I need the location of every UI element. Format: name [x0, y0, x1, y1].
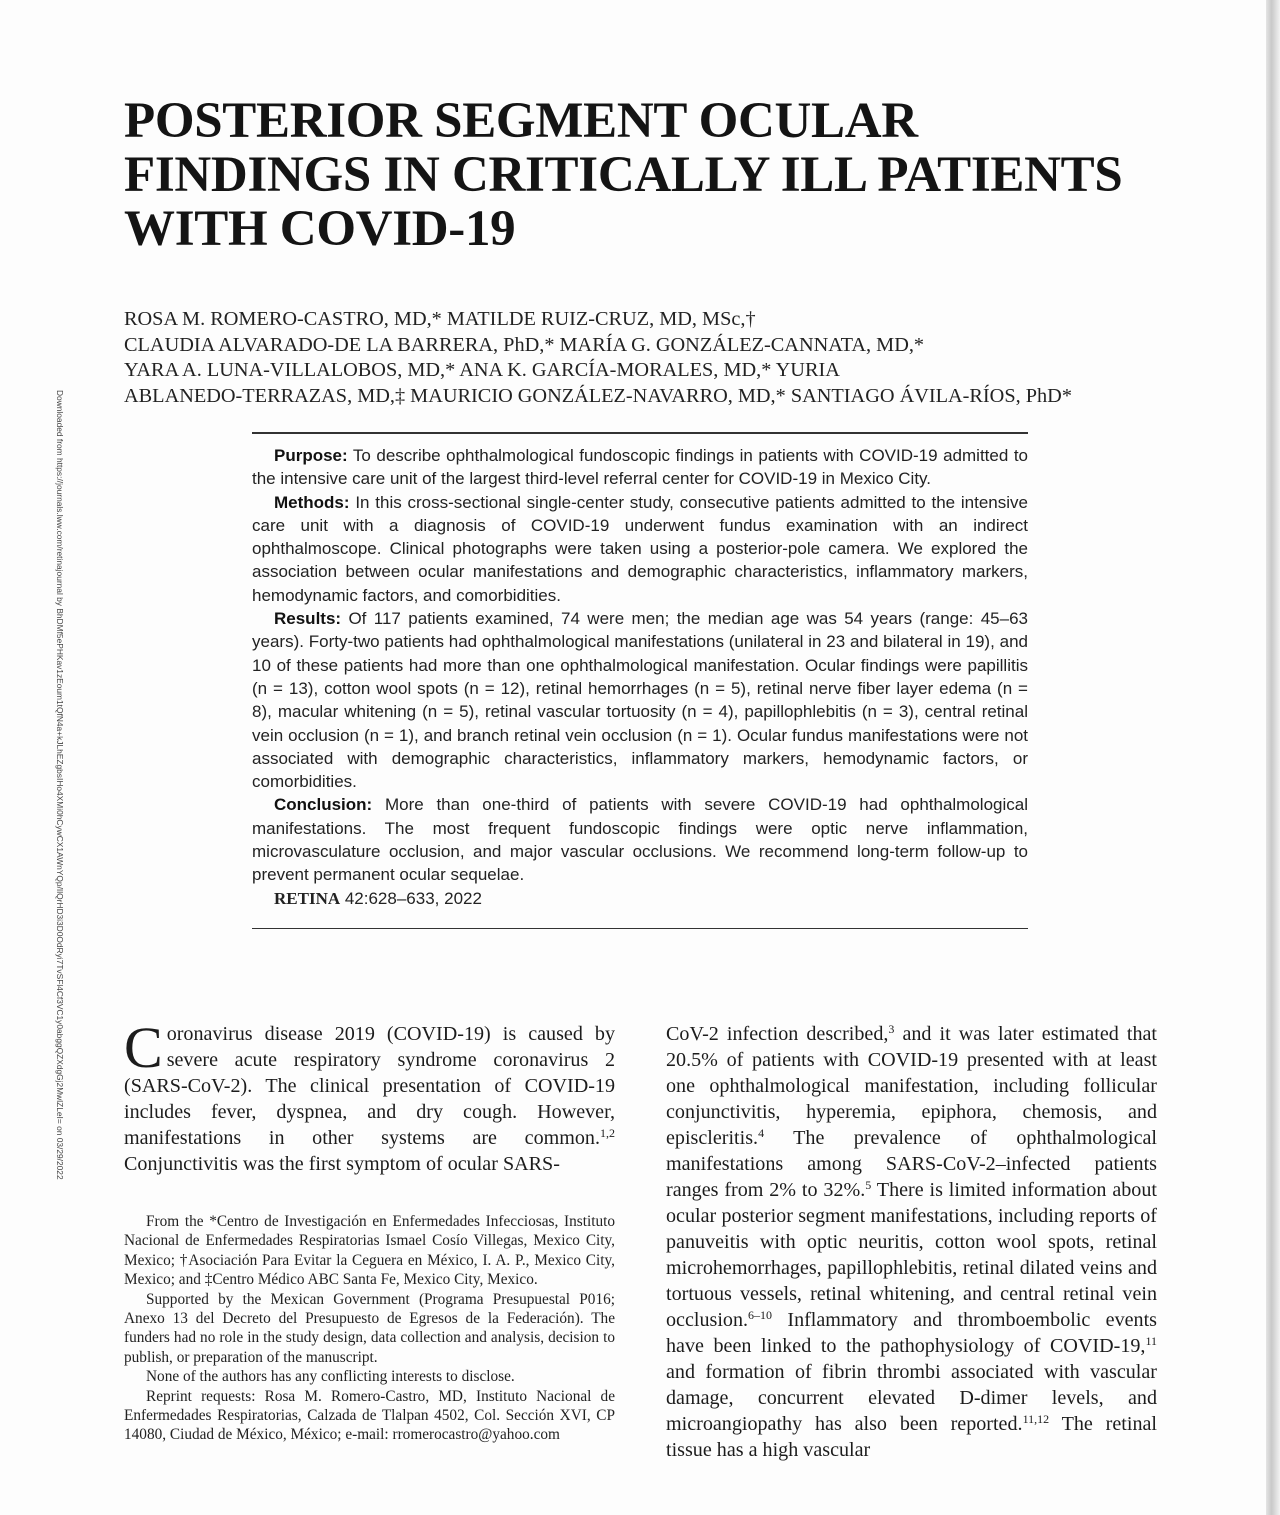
footnote-funding: Supported by the Mexican Government (Programa Presupuestal P016; Anexo 13 del Decreto del Presupuesto de Egresos de la Federación). The funders had no role in the study design, data collection and analysis, decision to publish, or preparation of the manuscript. — [124, 1290, 615, 1366]
footnote-conflicts: None of the authors has any conflicting interests to disclose. — [146, 1368, 515, 1386]
abstract-results — [252, 607, 1028, 793]
reference-11-12[interactable]: 11,12 — [1022, 1412, 1050, 1426]
footnote-reprint: Reprint requests: Rosa M. Romero-Castro, MD, Instituto Nacional de Enfermedades Respiratorias, Calzada de Tlalpan 4502, Col. Sección XVI, CP 14080, Ciudad de México, México; e-mail: rromerocastro@yahoo.com — [124, 1387, 615, 1444]
body-text-2: and it was later estimated that 20.5% of patients with COVID-19 presented with at least one ophthalmological manifestation, including follicular conjunctivitis, hyperemia, epiphora, chemosis, and episcleritis. — [666, 1023, 1157, 1149]
author-line-1: ROSA M. ROMERO-CASTRO, MD,* MATILDE RUIZ-CRUZ, MD, MSc,† — [124, 308, 756, 330]
purpose-label: Purpose: — [274, 446, 348, 465]
reference-3[interactable]: 3 — [888, 1022, 895, 1036]
methods-text: In this cross-sectional single-center study, consecutive patients admitted to the intensive care unit with a diagnosis of COVID-19 underwent fundus examination with an indirect ophthalmoscope. Clinical photographs were taken using a posterior-pole camera. We explored the association between ocular manifestations and demographic characteristics, inflammatory markers, hemodynamic factors, and comorbidities. — [252, 492, 1028, 605]
conclusion-text: More than one-third of patients with severe COVID-19 had ophthalmological manifestations. The most frequent fundoscopic findings were optic nerve inflammation, microvasculature occlusion, and major vascular occlusions. We recommend long-term follow-up to prevent permanent ocular sequelae. — [252, 795, 1028, 885]
body-text-6: and formation of fibrin thrombi associated with vascular damage, concurrent elevated D-dimer levels, and microangiopathy has also been reported. — [666, 1361, 1157, 1435]
footnote-affiliations: From the *Centro de Investigación en Enfermedades Infecciosas, Instituto Nacional de Enfermedades Respiratorias Ismael Cosío Villegas, Mexico City, Mexico; †Asociación Para Evitar la Ceguera en México, I. A. P., Mexico City, Mexico; and ‡Centro Médico ABC Santa Fe, Mexico City, Mexico. — [124, 1213, 615, 1289]
article-title — [124, 94, 1204, 256]
abstract-conclusion — [252, 793, 1028, 886]
intro-text-1: oronavirus disease 2019 (COVID-19) is caused by severe acute respiratory syndrome coronavirus 2 (SARS-CoV-2). The clinical presentation of COVID-19 includes fever, dyspnea, and dry cough. However, manifestations in other systems are common. — [124, 1023, 615, 1149]
intro-text-2: Conjunctivitis was the first symptom of ocular SARS- — [124, 1153, 560, 1175]
drop-cap: C — [124, 1015, 163, 1080]
reference-5[interactable]: 5 — [865, 1178, 872, 1192]
journal-name: RETINA — [274, 888, 341, 908]
reference-4[interactable]: 4 — [758, 1126, 765, 1140]
body-text-4: There is limited information about ocular posterior segment manifestations, including reports of panuveitis with optic neuritis, cotton wool spots, retinal microhemorrhages, papillophlebitis, retinal dilated veins and tortuous vessels, retinal whitening, and central retinal vein occlusion. — [666, 1179, 1157, 1331]
body-text-1: CoV-2 infection described, — [666, 1023, 889, 1045]
download-watermark: Downloaded from https://journals.lww.com/retinajournal by BhDMf5ePHKav1zEoum1tQfN4a+kJLhEZgbsIHo4XMi0hCywCX1AWnYQp/IlQrHD3i3D0OdRyi7TvSFl4Cf3VC1y0abggQZXdgGj2MwlZLeI= on 03/29/2022 — [55, 390, 65, 1180]
body-text-3: The prevalence of ophthalmological manifestations among SARS-CoV-2–infected patients ranges from 2% to 32%. — [666, 1127, 1157, 1201]
author-line-3: YARA A. LUNA-VILLALOBOS, MD,* ANA K. GARCÍA-MORALES, MD,* YURIA — [124, 359, 840, 381]
footnotes — [124, 1212, 615, 1445]
conclusion-label: Conclusion: — [274, 795, 373, 815]
body-text-5: Inflammatory and thromboembolic events have been linked to the pathophysiology of COVID-19, — [666, 1309, 1157, 1357]
reference-1-2[interactable]: 1,2 — [600, 1126, 615, 1140]
author-line-4: ABLANEDO-TERRAZAS, MD,‡ MAURICIO GONZÁLEZ-NAVARRO, MD,* SANTIAGO ÁVILA-RÍOS, PhD* — [124, 384, 1072, 407]
title-line-3: WITH COVID-19 — [124, 201, 516, 257]
methods-label: Methods: — [274, 492, 350, 512]
reference-6-10[interactable]: 6–10 — [748, 1308, 773, 1322]
body-column-right — [666, 1021, 1157, 1463]
body-text-7: The retinal tissue has a high vascular — [666, 1413, 1157, 1461]
citation-details: 42:628–633, 2022 — [340, 888, 482, 908]
title-line-1: POSTERIOR SEGMENT OCULAR — [124, 93, 918, 149]
abstract-box — [252, 432, 1028, 929]
results-label: Results: — [274, 609, 342, 629]
purpose-text: To describe ophthalmological fundoscopic findings in patients with COVID-19 admitted to the intensive care unit of the largest third-level referral center for COVID-19 in Mexico City. — [252, 446, 1028, 489]
results-text: Of 117 patients examined, 74 were men; the median age was 54 years (range: 45–63 years). Forty-two patients had ophthalmological manifestations (unilateral in 23 and bilateral in 19), and 10 of these patients had more than one ophthalmological manifestation. Ocular findings were papillitis (n = 13), cotton wool spots (n = 12), retinal hemorrhages (n = 5), retinal nerve fiber layer edema (n = 8), macular whitening (n = 5), retinal vascular tortuosity (n = 4), papillophlebitis (n = 3), central retinal vein occlusion (n = 1), and branch retinal vein occlusion (n = 1). Ocular fundus manifestations were not associated with demographic characteristics, inflammatory markers, hemodynamic factors, or comorbidities. — [252, 609, 1028, 792]
abstract-purpose — [252, 444, 1028, 491]
author-line-2: CLAUDIA ALVARADO-DE LA BARRERA, PhD,* MARÍA G. GONZÁLEZ-CANNATA, MD,* — [124, 333, 925, 356]
body-column-left — [124, 1015, 615, 1177]
page-edge-shadow — [1266, 0, 1280, 1515]
author-list — [124, 307, 1224, 409]
abstract-methods — [252, 491, 1028, 607]
journal-citation — [252, 887, 1028, 910]
title-line-2: FINDINGS IN CRITICALLY ILL PATIENTS — [124, 147, 1123, 203]
reference-11[interactable]: 11 — [1145, 1334, 1157, 1348]
